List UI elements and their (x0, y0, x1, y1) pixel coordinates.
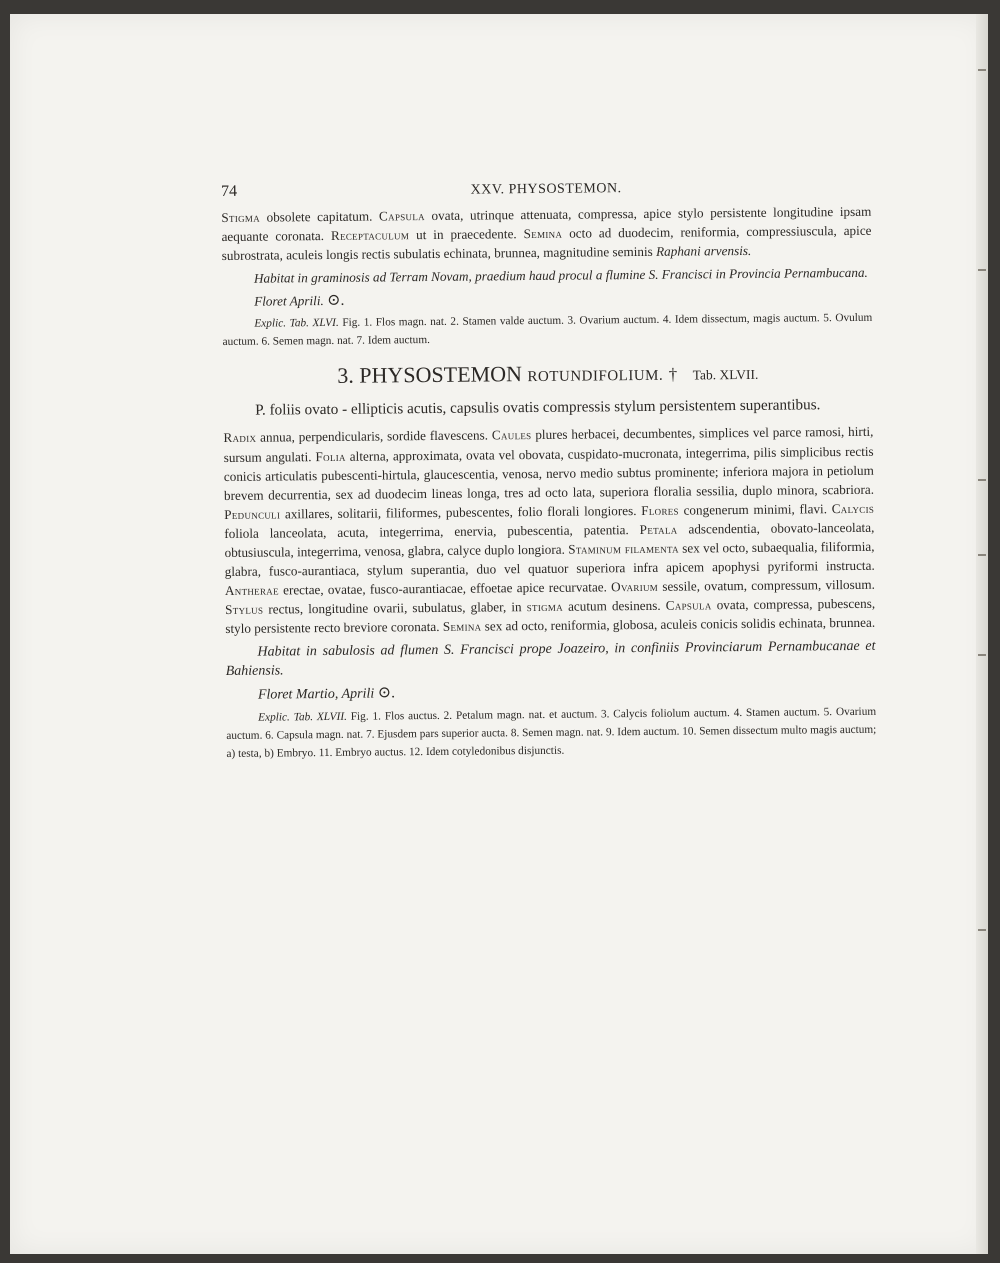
running-title: XXV. PHYSOSTEMON. (470, 181, 622, 198)
sp-desc-run-27: sex ad octo, reniformia, globosa, aculeis conicis solidis echinata, brunnea. (481, 615, 876, 634)
sp-desc-run-11: foliola lanceolata, acuta, integerrima, enervia, pubescentia, patentia. (224, 521, 640, 541)
sp-desc-run-20: Stylus (225, 601, 264, 618)
species-number: 3. (337, 363, 354, 389)
prev-desc-run-0: Stigma (221, 209, 261, 225)
prev-species-floret (222, 286, 872, 311)
prev-desc-run-5: ut in praecedente. (409, 226, 524, 243)
prev-species-description (221, 202, 872, 266)
sp-desc-run-5: alterna, approximata, ovata vel obovata, cuspidato-mucronata, integerrima, pilis simplicibus rectis conicis articulatis pubescenti-hirtula, glaucescentia, venosa, nervo medio subtus prominente; inferiora majora in petiolum brevem decurrentia, sex ad duodecim lineas longa, tres ad octo lata, superiora floralia sessilia, duplo minora, scabriora. (223, 443, 875, 503)
species-heading (223, 357, 873, 394)
annual-symbol: ⊙. (326, 292, 345, 310)
text-block (221, 176, 877, 763)
sp-desc-run-8: Flores (641, 502, 679, 518)
sp-desc-run-0: Radix (223, 430, 257, 446)
sp-desc-run-19: sessile, ovatum, compressum, villosum. (658, 576, 875, 595)
sp-desc-run-6: Pedunculi (224, 506, 281, 522)
species-genus: PHYSOSTEMON (359, 361, 523, 389)
sp-desc-run-1: annua, perpendicularis, sordide flavescens. (256, 427, 492, 446)
prev-desc-run-2: Capsula (378, 208, 425, 224)
sp-desc-run-12: Petala (639, 521, 678, 537)
sp-desc-run-3: plures herbacei, decumbentes, simplices vel parce ramosi, hirti, sursum angulati. (223, 424, 874, 465)
explic-label: Explic. Tab. XLVII. (258, 710, 347, 724)
prev-species-habitat: Habitat in graminosis ad Terram Novam, praedium haud procul a flumine S. Francisci in Provincia Pernambucana. (253, 265, 868, 286)
sp-desc-run-21: rectus, longitudine ovarii, subulatus, glaber, in (263, 599, 527, 617)
sp-desc-run-9: congenerum minimi, flavi. (678, 500, 832, 518)
species-explicatio (226, 703, 876, 763)
sp-desc-run-16: Antherae (224, 582, 279, 599)
sp-desc-run-4: Folia (315, 448, 346, 464)
species-diagnosis: P. foliis ovato - ellipticis acutis, capsulis ovatis compressis stylum persistentem superantibus. (255, 396, 821, 420)
prev-desc-run-7: octo ad duodecim, reniformia, compressiuscula, apice subrostrata, aculeis longis rectis subulatis echinata, brunnea, magnitudine seminis (221, 222, 872, 264)
plate-reference: Tab. XLVII. (692, 367, 759, 383)
species-epithet: ROTUNDIFOLIUM. (527, 368, 664, 386)
page-edge (976, 14, 988, 1254)
sp-desc-run-13: adscendentia, obovato-lanceolata, obtusiuscula, integerrima, venosa, glabra, calyce duplo longiora. (224, 519, 875, 561)
species-habitat: Habitat in sabulosis ad flumen S. Francisci prope Joazeiro, in confiniis Provinciarum Pernambucanae et Bahiensis. (225, 638, 876, 679)
prev-floret-text: Floret Aprili. (254, 293, 324, 310)
sp-desc-run-22: stigma (526, 599, 564, 615)
sp-desc-run-17: erectae, ovatae, fusco-aurantiacae, effoetae apice recurvatae. (278, 579, 612, 598)
sp-desc-run-24: Capsula (665, 597, 712, 614)
annual-symbol-2: ⊙. (377, 684, 396, 702)
sp-desc-run-26: Semina (442, 618, 482, 635)
book-page (10, 14, 988, 1254)
sp-desc-run-7: axillares, solitarii, filiformes, pubescentes, folio florali longiores. (280, 502, 642, 522)
prev-explic-text: Fig. 1. Flos magn. nat. 2. Stamen valde auctum. 3. Ovarium auctum. 4. Idem dissectum, magis auctum. 5. Ovulum auctum. 6. Semen magn. nat. 7. Idem auctum. (222, 312, 873, 349)
sp-desc-run-23: acutum desinens. (562, 598, 666, 615)
explic-text: Fig. 1. Flos auctus. 2. Petalum magn. nat. et auctum. 3. Calycis foliolum auctum. 4. Stamen auctum. 5. Ovarium auctum. 6. Capsula magn. nat. 7. Ejusdem pars superior aucta. 8. Semen magn. nat. 9. Idem auctum. 10. Semen dissectum multo magis auctum; a) testa, b) Embryo. 11. Embryo auctus. 12. Idem cotyledonibus disjunctis. (226, 705, 877, 760)
species-description (223, 422, 875, 638)
prev-desc-run-4: Receptaculum (330, 227, 410, 244)
page-number: 74 (221, 182, 238, 200)
prev-desc-run-6: Semina (523, 225, 563, 242)
species-floret (226, 678, 876, 704)
sp-desc-run-2: Caules (491, 427, 532, 443)
dagger-symbol: † (668, 365, 678, 385)
sp-desc-run-18: Ovarium (611, 579, 659, 595)
sp-desc-run-14: Staminum filamenta (568, 540, 679, 557)
floret-text: Floret Martio, Aprili (257, 686, 375, 703)
prev-explic-label: Explic. Tab. XLVI. (254, 317, 339, 331)
sp-desc-run-15: sex vel octo, subaequalia, filiformia, glabra, fusco-aurantiaca, stylum superantia, duo vel quatuor superiora infra apicem apophysi pyriformi instructa. (224, 538, 875, 580)
sp-desc-run-25: ovata, compressa, pubescens, stylo persistente recto breviore coronata. (225, 596, 876, 637)
prev-desc-run-3: ovata, utrinque attenuata, compressa, apice stylo persistente longitudine ipsam aequante coronata. (221, 203, 872, 245)
prev-species-explicatio (222, 309, 872, 351)
prev-desc-run-1: obsolete capitatum. (259, 208, 380, 225)
prev-desc-run-8: Raphani arvensis. (655, 243, 752, 260)
sp-desc-run-10: Calycis (831, 500, 875, 516)
